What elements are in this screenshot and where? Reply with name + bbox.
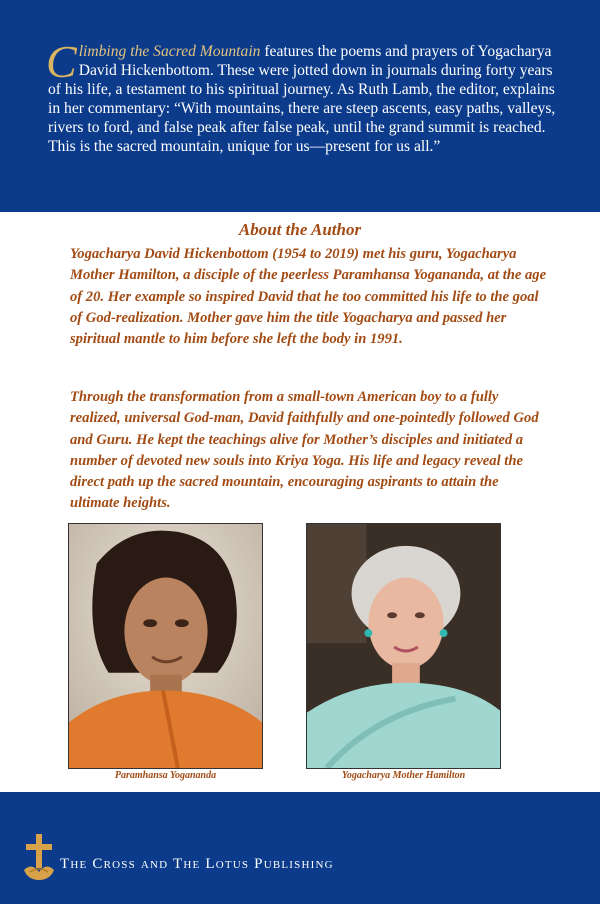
about-author-heading: About the Author [238,220,362,239]
author-bio-paragraph: Through the transformation from a small-town American boy to a fully realized, universal God-man, David faithfully and one-pointedly followed God and Guru. He kept the teachings alive for Mother’s disciples and initiated a number of devoted new souls into Kriya Yoga. His life and legacy reveal the direct path up the sacred mountain, encouraging aspirants to attain the ultimate heights. [70,389,539,512]
blurb-text: features the poems and prayers of Yogacharya David Hickenbottom. These were jotted down in journals during forty years of his life, a testament to his spiritual journey. As Ruth Lamb, the editor, explains in her commentary: “With mountains, there are steep ascents, easy paths, valleys, rivers to ford, and false peak after false peak, until the grand summit is reached. This is the sacred mountain, unique for us—present for us all.” [48,43,556,155]
bottom-publisher-band [0,792,600,904]
publisher-name: The Cross and The Lotus Publishing [60,856,334,872]
portrait-yogananda-image [69,524,262,768]
photo-mother-hamilton [306,523,501,769]
photo-caption: Yogacharya Mother Hamilton [341,770,466,781]
author-bio-paragraph: Yogacharya David Hickenbottom (1954 to 2019) met his guru, Yogacharya Mother Hamilton, a disciple of the peerless Paramhansa Yogananda, at the age of 20. Her example so inspired David that he too committed his life to the goal of God-realization. Mother gave him the title Yogacharya and passed her spiritual mantle to him before she left the body in 1991. [70,246,547,348]
back-cover-blurb [46,36,568,156]
book-title: limbing the Sacred Mountain [78,43,261,60]
cross-lotus-icon [20,832,58,884]
portrait-mother-hamilton-image [307,524,500,768]
drop-cap: C [46,36,77,87]
photo-yogananda [68,523,263,769]
photo-caption: Paramhansa Yogananda [114,770,217,781]
